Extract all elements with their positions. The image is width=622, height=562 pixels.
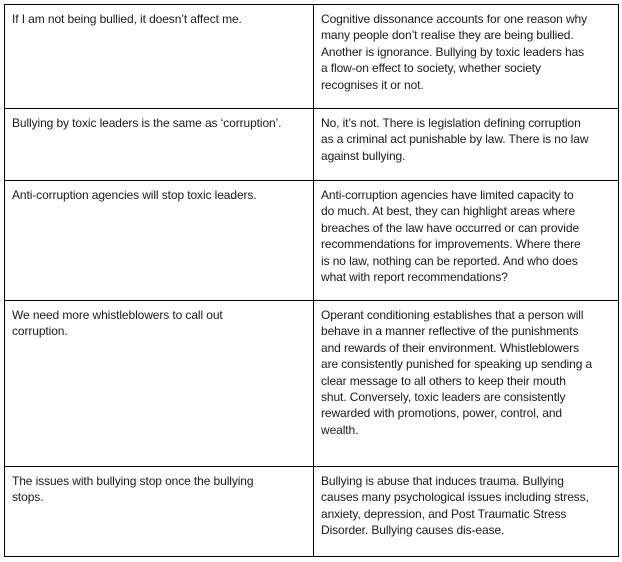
text-line: Operant conditioning establishes that a person will (321, 308, 584, 322)
text-line: do much. At best, they can highlight areas where (321, 204, 576, 219)
text-line: as a criminal act punishable by law. There is no law (321, 132, 589, 147)
text-line: Cognitive dissonance accounts for one reason why (321, 12, 588, 26)
text-line: a flow-on effect to society, whether society (321, 61, 541, 76)
text-line: clear message to all others to keep their mouth (321, 373, 566, 388)
response-cell (314, 181, 619, 301)
table-row (5, 467, 619, 557)
myths-table (4, 4, 619, 557)
text-line: are consistently punished for speaking up sending a (321, 357, 593, 372)
response-cell (314, 109, 619, 181)
table-row (5, 5, 619, 109)
text-line: behave in a manner reflective of the punishments (321, 324, 579, 339)
myth-cell (5, 181, 314, 301)
text-line: shut. Conversely, toxic leaders are consistently (321, 390, 566, 405)
myth-cell (5, 5, 314, 109)
myth-cell (5, 467, 314, 557)
text-line: Bullying is abuse that induces trauma. Bullying (321, 474, 564, 488)
text-line: causes many psychological issues including stress, (321, 490, 589, 505)
text-line: is no law, nothing can be reported. And who does (321, 253, 578, 268)
text-line: Anti-corruption agencies have limited capacity to (321, 188, 574, 202)
text-line: We need more whistleblowers to call out (12, 308, 223, 322)
text-line: anxiety, depression, and Post Traumatic Stress (321, 506, 567, 521)
text-line: corruption. (12, 324, 68, 339)
text-line: rewarded with promotions, power, control, and (321, 406, 562, 421)
table-row (5, 301, 619, 467)
myth-cell (5, 109, 314, 181)
text-line: Another is ignorance. Bullying by toxic leaders has (321, 44, 585, 59)
text-line: The issues with bullying stop once the bullying (12, 474, 254, 488)
text-line: If I am not being bullied, it doesn’t affect me. (12, 12, 242, 26)
table-row (5, 181, 619, 301)
text-line: wealth. (321, 422, 359, 437)
myth-cell (5, 301, 314, 467)
text-line: No, it’s not. There is legislation defining corruption (321, 116, 581, 130)
text-line: recognises it or not. (321, 77, 424, 92)
text-line: recommendations for improvements. Where there (321, 237, 581, 252)
table-row (5, 109, 619, 181)
response-cell (314, 467, 619, 557)
text-line: stops. (12, 490, 44, 505)
response-cell (314, 5, 619, 109)
text-line: what with report recommendations? (321, 270, 508, 285)
text-line: Disorder. Bullying causes dis-ease. (321, 523, 505, 538)
text-line: Bullying by toxic leaders is the same as ‘corruption’. (12, 116, 282, 130)
text-line: and rewards of their environment. Whistleblowers (321, 340, 579, 355)
text-line: Anti-corruption agencies will stop toxic leaders. (12, 188, 257, 202)
text-line: many people don’t realise they are being bullied. (321, 28, 574, 43)
text-line: breaches of the law have occurred or can provide (321, 220, 580, 235)
text-line: against bullying. (321, 148, 406, 163)
response-cell (314, 301, 619, 467)
